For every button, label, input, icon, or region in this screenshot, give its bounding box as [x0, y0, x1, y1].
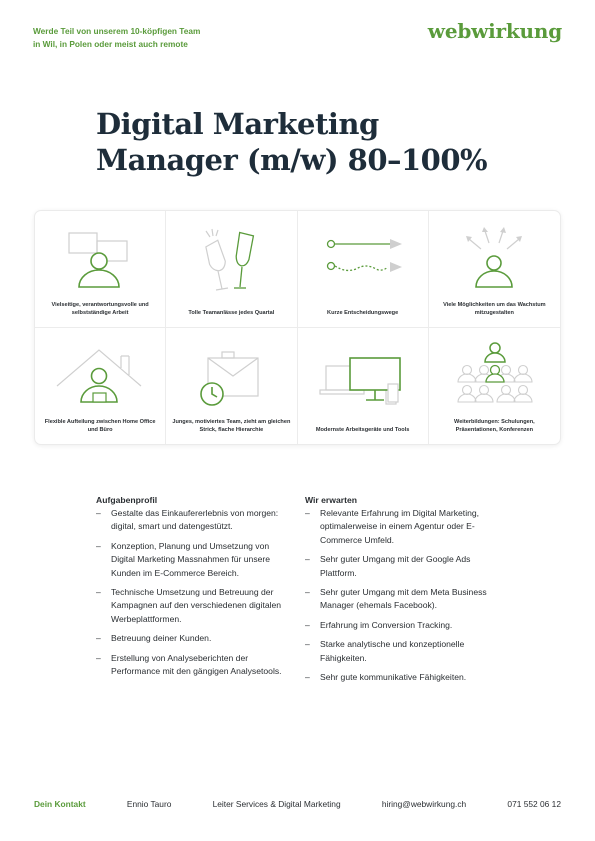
- contact-label: Dein Kontakt: [34, 799, 86, 809]
- benefit-card: [298, 211, 429, 328]
- list-item: [305, 586, 500, 613]
- list-item: [305, 638, 500, 665]
- contact-role: Leiter Services & Digital Marketing: [212, 799, 341, 809]
- list-item-text: Gestalte das Einkaufererlebnis von morgen: digital, smart und datengestützt.: [111, 508, 279, 532]
- tagline-line-1: Werde Teil von unserem 10-köpfigen Team: [33, 26, 201, 36]
- bullet-dash: –: [305, 587, 310, 598]
- bullet-dash: –: [96, 652, 101, 663]
- list-item: [305, 507, 500, 547]
- aufgabenprofil-heading: Aufgabenprofil: [96, 495, 158, 505]
- job-title-line-2: Manager (m/w) 80–100%: [96, 143, 488, 177]
- wir-erwarten-list: [305, 507, 500, 684]
- webwirkung-logo[interactable]: webwirkung: [427, 19, 562, 43]
- benefit-card: [166, 328, 297, 445]
- list-item: [96, 632, 291, 645]
- list-item: [96, 507, 291, 534]
- benefit-caption: Tolle Teamanlässe jedes Quartal: [188, 309, 275, 316]
- header-tagline: [33, 25, 263, 51]
- bullet-dash: –: [96, 508, 101, 518]
- benefit-caption: Vielseitige, verantwortungsvolle und selbstständige Arbeit: [51, 301, 149, 316]
- benefit-card: [429, 328, 560, 445]
- job-title-line-1: Digital Marketing: [96, 107, 379, 141]
- bullet-dash: –: [305, 619, 310, 630]
- list-item-text: Relevante Erfahrung im Digital Marketing, optimalerweise in einem Agentur oder E-Commerce Umfeld.: [320, 508, 480, 545]
- list-item-text: Erfahrung im Conversion Tracking.: [320, 619, 453, 630]
- contact-phone-link[interactable]: 071 552 06 12: [507, 799, 561, 809]
- job-title: [96, 106, 487, 178]
- list-item-text: Konzeption, Planung und Umsetzung von Digital Marketing Massnahmen für unsere Kunden im E-Commerce Bereich.: [111, 540, 271, 578]
- list-item: [305, 671, 500, 684]
- list-item: [96, 540, 291, 580]
- tagline-line-2: in Wil, in Polen oder meist auch remote: [33, 39, 188, 49]
- benefit-caption: Junges, motiviertes Team, zieht am gleichen Strick, flache Hierarchie: [172, 419, 291, 433]
- bullet-dash: –: [305, 508, 310, 518]
- benefit-caption: Viele Möglichkeiten um das Wachstum mitzugestalten: [443, 301, 546, 316]
- list-item-text: Technische Umsetzung und Betreuung der Kampagnen auf den verschiedenen digitalen Werbeplattformen.: [111, 587, 282, 624]
- list-item-text: Sehr guter Umgang mit dem Meta Business Manager (ehemals Facebook).: [320, 587, 487, 611]
- bullet-dash: –: [305, 672, 310, 683]
- benefit-caption: Flexible Aufteilung zwischen Home Office und Büro: [44, 419, 156, 433]
- list-item-text: Sehr gute kommunikative Fähigkeiten.: [320, 672, 467, 683]
- bullet-dash: –: [96, 587, 101, 598]
- bullet-dash: –: [305, 554, 310, 565]
- benefit-card: [298, 328, 429, 445]
- list-item: [96, 586, 291, 626]
- contact-email-link[interactable]: hiring@webwirkung.ch: [381, 799, 467, 809]
- list-item-text: Betreuung deiner Kunden.: [111, 633, 212, 644]
- contact-name: Ennio Tauro: [126, 799, 172, 809]
- wir-erwarten-section: [305, 494, 500, 690]
- bullet-dash: –: [96, 540, 101, 551]
- list-item: [305, 553, 500, 580]
- benefit-card: [35, 328, 166, 445]
- bullet-dash: –: [96, 633, 101, 644]
- list-item-text: Starke analytische und konzeptionelle Fähigkeiten.: [320, 639, 465, 663]
- benefits-grid: [34, 210, 561, 445]
- benefit-caption: Kurze Entscheidungswege: [327, 309, 399, 316]
- aufgabenprofil-list: [96, 507, 291, 678]
- benefit-caption: Modernste Arbeitsgeräte und Tools: [315, 427, 410, 433]
- list-item-text: Sehr guter Umgang mit der Google Ads Plattform.: [320, 554, 471, 578]
- benefit-card: [35, 211, 166, 328]
- wir-erwarten-heading: Wir erwarten: [305, 495, 357, 505]
- benefit-card: [429, 211, 560, 328]
- benefit-card: [166, 211, 297, 328]
- list-item: [305, 619, 500, 632]
- bullet-dash: –: [305, 639, 310, 650]
- list-item-text: Erstellung von Analyseberichten der Performance mit den gängigen Analysetools.: [111, 652, 282, 677]
- benefit-caption: Weiterbildungen: Schulungen, Präsentationen, Konferenzen: [454, 419, 535, 433]
- contact-footer: [34, 797, 561, 811]
- list-item: [96, 652, 291, 679]
- aufgabenprofil-section: [96, 494, 291, 684]
